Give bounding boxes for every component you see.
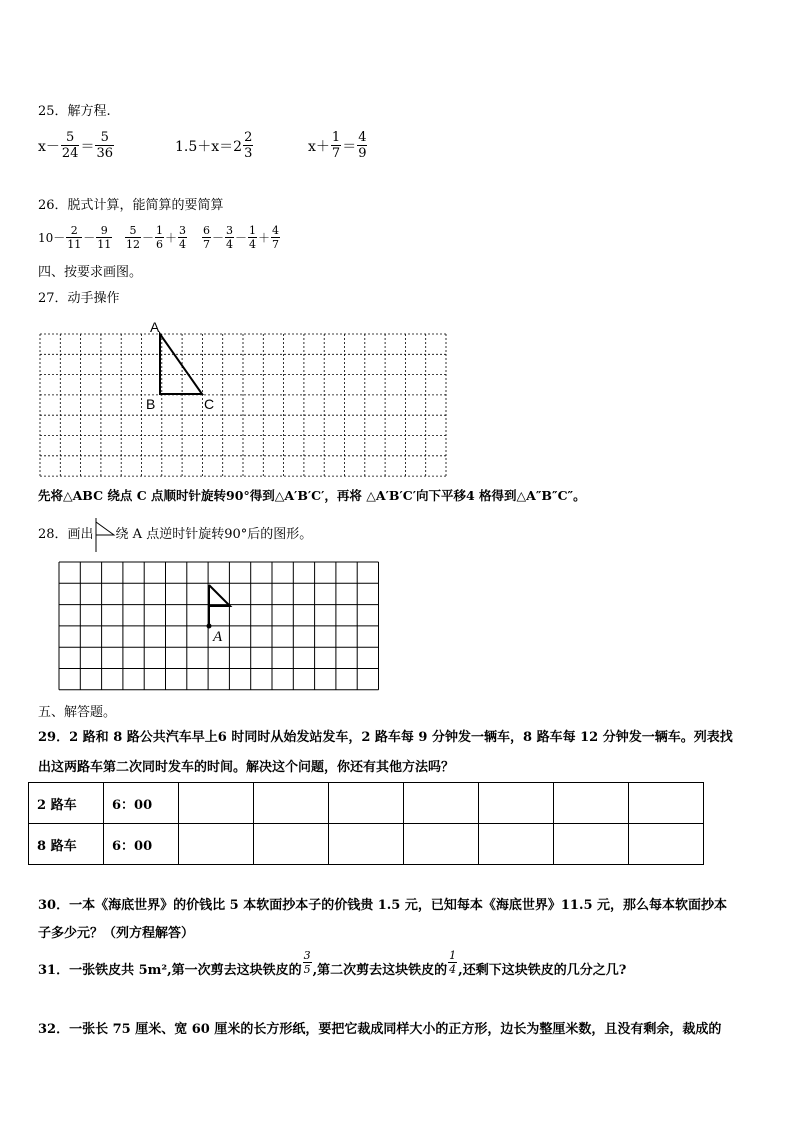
q31-part-3: ,还剩下这块铁皮的几分之几?: [458, 963, 627, 978]
q26-expression-1: [38, 224, 113, 251]
point-a: [207, 624, 212, 629]
eq-text: x－: [38, 138, 60, 155]
q25-equation-3: [308, 130, 368, 161]
q28-title: [38, 527, 312, 543]
fraction: 1 6: [156, 224, 164, 251]
fraction: $\frac{5}{36}$: [96, 130, 113, 161]
blank-cell[interactable]: [254, 824, 329, 865]
fraction: 2 11: [67, 224, 82, 251]
blank-cell[interactable]: [554, 783, 629, 824]
fraction: 9 11: [97, 224, 112, 251]
blank-cell[interactable]: [179, 783, 254, 824]
blank-cell[interactable]: [629, 824, 704, 865]
q27-instruction: 先将△ABC 绕点 C 点顺时针旋转90°得到△A′B′C′，再将 △A′B′C′向下平移4 格得到△A″B″C″。: [38, 488, 586, 503]
blank-cell[interactable]: [254, 783, 329, 824]
eq-text: 1.5＋x＝2: [175, 138, 243, 155]
fraction: 6 7: [203, 224, 210, 251]
flag-shape-icon: [94, 518, 116, 552]
q26-title: 26．脱式计算，能简算的要简算: [38, 198, 224, 213]
blank-cell[interactable]: [179, 824, 254, 865]
expr-operator: ＋: [258, 231, 271, 245]
q25-equation-2: [175, 130, 254, 161]
q30-line-1: 30．一本《海底世界》的价钱比 5 本软面抄本子的价钱贵 1.5 元，已知每本《海底世界》11.5 元，那么每本软面抄本: [38, 898, 728, 913]
time-cell: 6：00: [104, 783, 179, 824]
bus-schedule-table: [28, 782, 704, 865]
fraction: 1 4: [449, 948, 457, 976]
fraction: 3 5: [303, 948, 311, 976]
expr-text: 10－: [38, 231, 66, 245]
blank-cell[interactable]: [554, 824, 629, 865]
fraction: $\frac{5}{24}$: [61, 130, 79, 161]
table-row: [29, 783, 704, 824]
fraction: $\frac{1}{7}$: [331, 130, 341, 161]
q31-text: [38, 948, 627, 979]
blank-cell[interactable]: [329, 824, 404, 865]
table-row: [29, 824, 704, 865]
q29-line-2: 出这两路车第二次同时发车的时间。解决这个问题，你还有其他方法吗？: [38, 760, 455, 775]
fraction: 1 4: [249, 224, 257, 251]
fraction: 4 7: [272, 224, 280, 251]
q31-part-1: 31．一张铁皮共 5m²,第一次剪去这块铁皮的: [38, 963, 302, 978]
q28-title-prefix: 28．画出: [38, 527, 94, 542]
section-4-heading: 四、按要求画图。: [38, 265, 143, 280]
section-5-heading: 五、解答题。: [38, 705, 117, 720]
q29-line-1: 29．2 路和 8 路公共汽车早上6 时同时从始发站发车，2 路车每 9 分钟发一辆车，8 路车每 12 分钟发一辆车。列表找: [38, 730, 733, 745]
fraction: 3 4: [179, 224, 187, 251]
q25-equation-1: [38, 130, 115, 161]
label-a: A: [150, 319, 160, 335]
q32-line-1: 32．一张长 75 厘米、宽 60 厘米的长方形纸，要把它裁成同样大小的正方形，边长为整厘米数，且没有剩余，裁成的: [38, 1022, 722, 1037]
q31-part-2: ,第二次剪去这块铁皮的: [312, 963, 448, 978]
eq-text: x＋: [308, 138, 330, 155]
blank-cell[interactable]: [329, 783, 404, 824]
eq-operator: ＝: [342, 138, 357, 155]
flag-triangle: [209, 585, 230, 606]
fraction: 3 4: [226, 224, 234, 251]
q27-dotted-grid: [38, 316, 450, 478]
eq-operator: ＝: [80, 138, 95, 155]
q28-title-suffix: 绕 A 点逆时针旋转90°后的图形。: [115, 527, 313, 542]
blank-cell[interactable]: [404, 783, 479, 824]
blank-cell[interactable]: [479, 783, 554, 824]
fraction: $\frac{2}{3}$: [244, 130, 253, 161]
fraction: $\frac{4}{9}$: [358, 130, 367, 161]
blank-cell[interactable]: [479, 824, 554, 865]
expr-operator: －: [235, 231, 248, 245]
q25-title: 25．解方程.: [38, 104, 111, 119]
q28-grid: [58, 560, 384, 692]
label-a: A: [213, 629, 223, 645]
blank-cell[interactable]: [404, 824, 479, 865]
triangle-abc: [160, 334, 202, 394]
expr-operator: －: [83, 231, 96, 245]
expr-operator: －: [142, 231, 155, 245]
fraction: 5 12: [126, 224, 140, 251]
blank-cell[interactable]: [629, 783, 704, 824]
time-cell: 6：00: [104, 824, 179, 865]
label-b: B: [146, 396, 156, 412]
expr-operator: ＋: [165, 231, 178, 245]
q26-expression-2: [124, 224, 188, 251]
q27-title: 27．动手操作: [38, 291, 120, 306]
q26-expression-3: [201, 224, 281, 251]
route-cell: 2 路车: [29, 783, 104, 824]
label-c: C: [204, 396, 215, 412]
route-cell: 8 路车: [29, 824, 104, 865]
expr-operator: －: [212, 231, 225, 245]
q30-line-2: 子多少元？（列方程解答）: [38, 926, 195, 941]
